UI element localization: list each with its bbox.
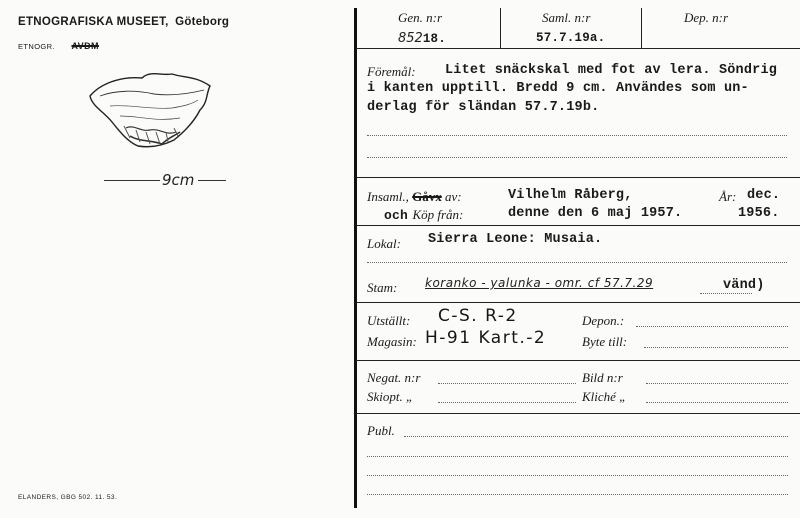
skiopt-label: Skiopt. „ [367, 389, 414, 404]
publ-rule-1 [404, 436, 788, 437]
insaml-av: av: [445, 189, 462, 204]
museum-title [18, 16, 229, 28]
insaml-value: Vilhelm Råberg, [508, 188, 633, 203]
magasin-label: Magasin: [367, 334, 417, 349]
header-divider-1 [500, 8, 501, 48]
lokal-rule [367, 262, 787, 263]
struck-abbreviation: AVDM [71, 41, 99, 51]
publ-rule-2 [367, 456, 788, 457]
kop-fran-text: Köp från: [412, 207, 464, 222]
byte-label: Byte till: [582, 334, 628, 349]
insaml-label [367, 189, 462, 205]
gen-value: 18. [422, 32, 446, 46]
insaml-label-text: Insaml., [367, 189, 409, 204]
header-bottom-line [356, 48, 800, 49]
printer-imprint: ELANDERS, GBG 502. 11. 53. [18, 494, 118, 501]
gen-prefix: 852 [398, 31, 423, 46]
header-divider-2 [641, 8, 642, 48]
kliche-rule [646, 402, 788, 403]
scale-line-left [104, 180, 160, 181]
ar-label: År: [719, 189, 737, 204]
gen-number [398, 29, 446, 47]
utstallt-label: Utställt: [367, 313, 411, 328]
publ-rule-4 [367, 494, 788, 495]
ar-value-2: 1956. [738, 206, 780, 221]
publ-label: Publ. [367, 423, 395, 438]
dep-label: Dep. n:r [684, 10, 729, 25]
section-line-lokal [356, 225, 800, 226]
depon-rule [636, 326, 788, 327]
department-line [18, 41, 99, 51]
section-line-negat [356, 360, 800, 361]
lokal-label: Lokal: [367, 236, 401, 251]
negat-label: Negat. n:r [367, 370, 421, 385]
bild-rule [646, 383, 788, 384]
och-text: och [384, 208, 409, 223]
shell-sketch [80, 66, 230, 156]
museum-city: Göteborg [175, 16, 230, 28]
publ-rule-3 [367, 475, 788, 476]
kliche-label: Kliché „ [582, 389, 627, 404]
kop-value: denne den 6 maj 1957. [508, 206, 683, 221]
magasin-value: H-91 Kart.-2 [425, 328, 547, 348]
skiopt-rule [438, 402, 576, 403]
negat-rule [438, 383, 576, 384]
scale-label: 9cm [162, 171, 195, 189]
depon-label: Depon.: [582, 313, 625, 328]
section-line-publ [356, 413, 800, 414]
foremal-line-3: derlag för sländan 57.7.19b. [367, 100, 600, 115]
utstallt-value: C-S. R-2 [438, 306, 518, 326]
museum-name: ETNOGRAFISKA MUSEET, [18, 16, 169, 28]
bild-label: Bild n:r [582, 370, 623, 385]
section-line-insaml [356, 177, 800, 178]
foremal-line-2: i kanten upptill. Bredd 9 cm. Användes som un- [367, 81, 749, 96]
foremal-label: Föremål: [367, 64, 416, 79]
gen-label: Gen. n:r [398, 10, 443, 25]
stam-vand: vänd) [723, 278, 765, 293]
foremal-rule-2 [367, 157, 787, 158]
kop-label [384, 206, 463, 224]
stam-value: koranko - yalunka - omr. cf 57.7.29 [425, 276, 654, 290]
department-label: ETNOGR. [18, 42, 55, 51]
ar-value-1: dec. [747, 188, 781, 203]
saml-value: 57.7.19a. [536, 31, 606, 45]
scale-line-right [198, 180, 226, 181]
saml-label: Saml. n:r [542, 10, 591, 25]
lokal-value: Sierra Leone: Musaia. [428, 232, 603, 247]
foremal-line-1: Litet snäckskal med fot av lera. Söndrig [445, 63, 778, 78]
stam-label: Stam: [367, 280, 398, 295]
stam-rule [700, 293, 752, 294]
foremal-rule-1 [367, 135, 787, 136]
byte-rule [644, 347, 788, 348]
insaml-struck: Gåvx [412, 189, 442, 204]
card-left-border [354, 8, 357, 508]
section-line-utstallt [356, 302, 800, 303]
